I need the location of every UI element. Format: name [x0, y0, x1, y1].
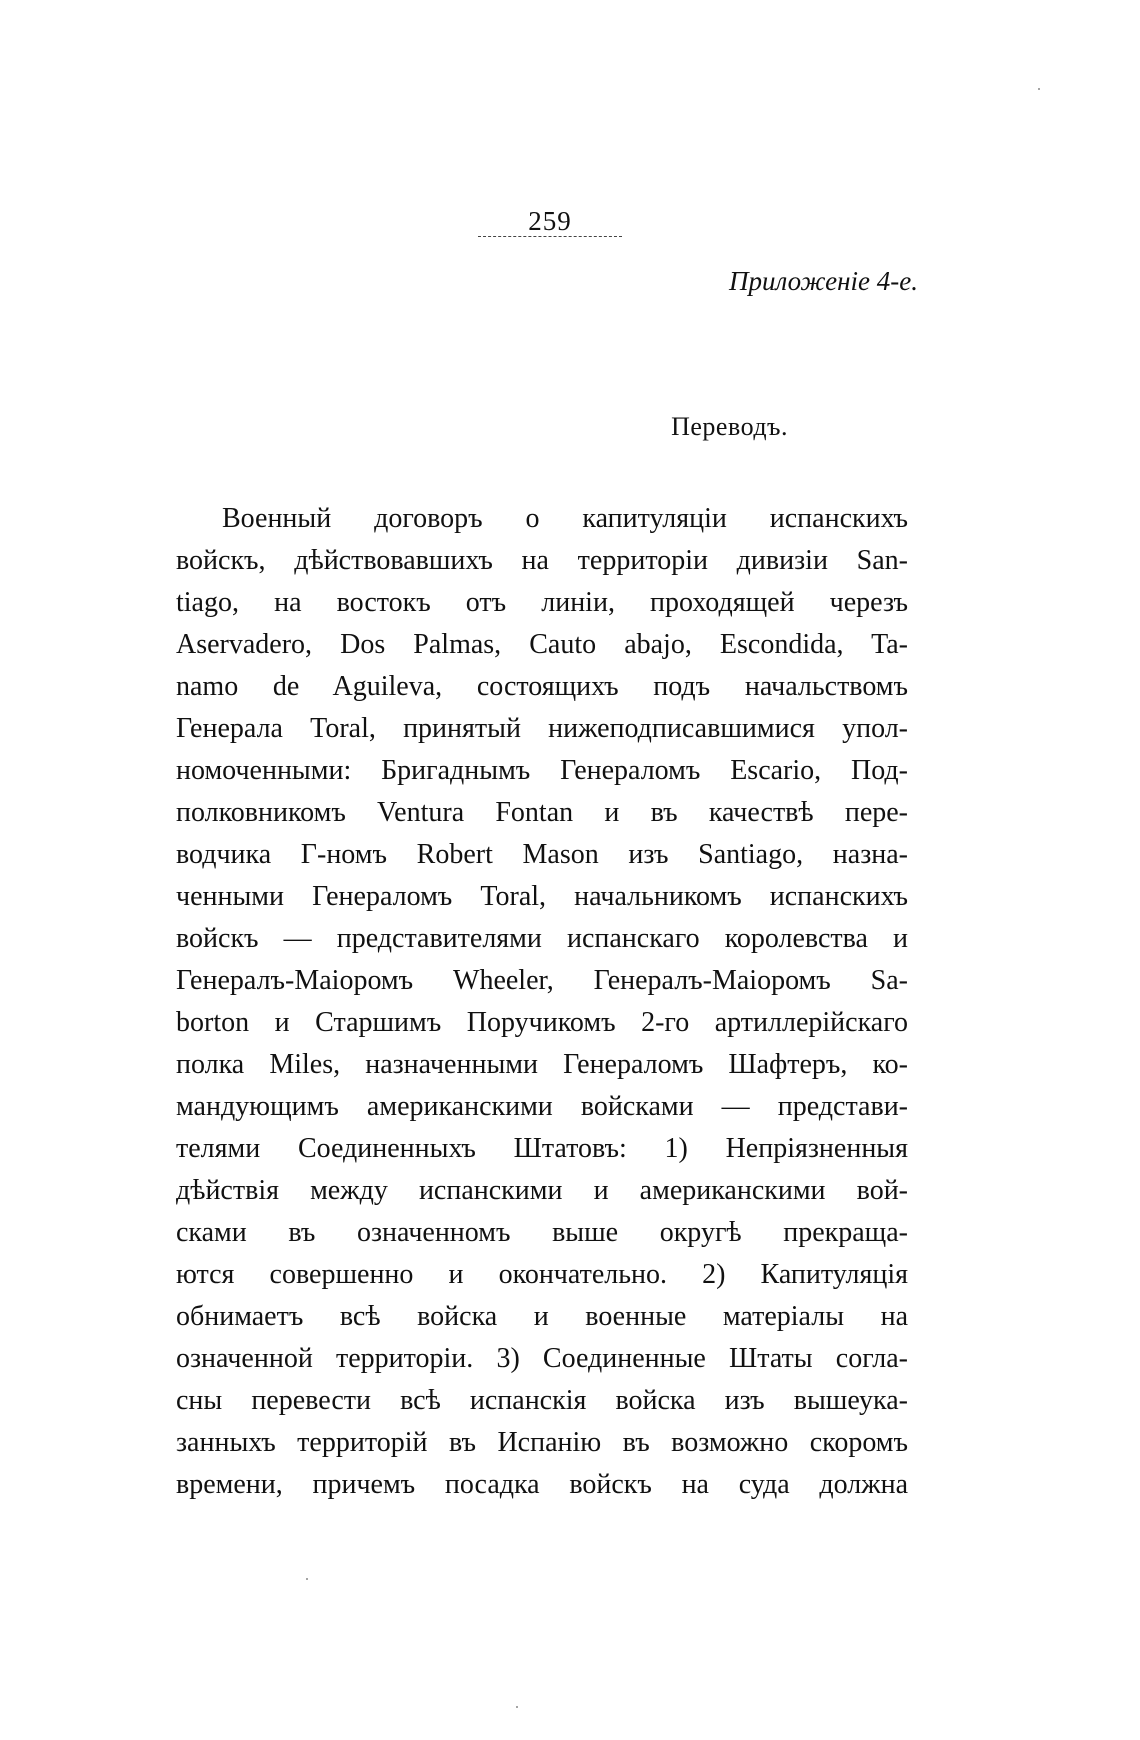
text-line: времени, причемъ посадка войскъ на суда должна — [176, 1469, 908, 1500]
body-text — [176, 498, 908, 1506]
text-line: borton и Старшимъ Поручикомъ 2-го артиллерійскаго — [176, 1007, 908, 1038]
text-line: дѣйствія между испанскими и американскими вой- — [176, 1175, 908, 1206]
text-line: номоченными: Бригаднымъ Генераломъ Escario, Под- — [176, 755, 908, 786]
text-line: Генерала Toral, принятый нижеподписавшимися упол- — [176, 713, 908, 744]
scan-speck — [306, 1578, 308, 1580]
text-line: полковникомъ Ventura Fontan и въ качествѣ пере- — [176, 797, 908, 828]
page-number-rule — [478, 236, 622, 237]
text-line: обнимаетъ всѣ войска и военные матеріалы на — [176, 1301, 908, 1332]
text-line: Генералъ-Маіоромъ Wheeler, Генералъ-Маіоромъ Sa- — [176, 965, 908, 996]
text-line: войскъ, дѣйствовавшихъ на территоріи дивизіи San- — [176, 545, 908, 576]
appendix-label: Приложеніе 4-е. — [728, 266, 918, 296]
text-line: означенной территоріи. 3) Соединенные Штаты согла- — [176, 1343, 908, 1374]
text-line: Aservadero, Dos Palmas, Cauto abajo, Escondida, Ta- — [176, 629, 908, 660]
text-line: полка Miles, назначенными Генераломъ Шафтеръ, ко- — [176, 1049, 908, 1080]
text-line: занныхъ территорій въ Испанію въ возможно скоромъ — [176, 1427, 908, 1458]
text-line: телями Соединенныхъ Штатовъ: 1) Непріязненныя — [176, 1133, 908, 1164]
text-line: ются совершенно и окончательно. 2) Капитуляція — [176, 1259, 908, 1290]
text-line: сками въ означенномъ выше округѣ прекраща- — [176, 1217, 908, 1248]
text-line: ченными Генераломъ Toral, начальникомъ испанскихъ — [176, 881, 908, 912]
text-line: tiago, на востокъ отъ линіи, проходящей черезъ — [176, 587, 908, 618]
section-title: Переводъ. — [671, 412, 788, 441]
page-number — [470, 206, 630, 237]
text-line: Военный договоръ о капитуляціи испанскихъ — [222, 503, 908, 534]
text-line: сны перевести всѣ испанскія войска изъ вышеука- — [176, 1385, 908, 1416]
text-line: namo de Aguileva, состоящихъ подъ начальствомъ — [176, 671, 908, 702]
scan-speck — [1038, 88, 1040, 90]
page-number-text: 259 — [528, 206, 572, 236]
scan-speck — [516, 1706, 518, 1708]
text-line: водчика Г-номъ Robert Mason изъ Santiago, назна- — [176, 839, 908, 870]
text-line: войскъ — представителями испанскаго королевства и — [176, 923, 908, 954]
text-line: мандующимъ американскими войсками — представи- — [176, 1091, 908, 1122]
